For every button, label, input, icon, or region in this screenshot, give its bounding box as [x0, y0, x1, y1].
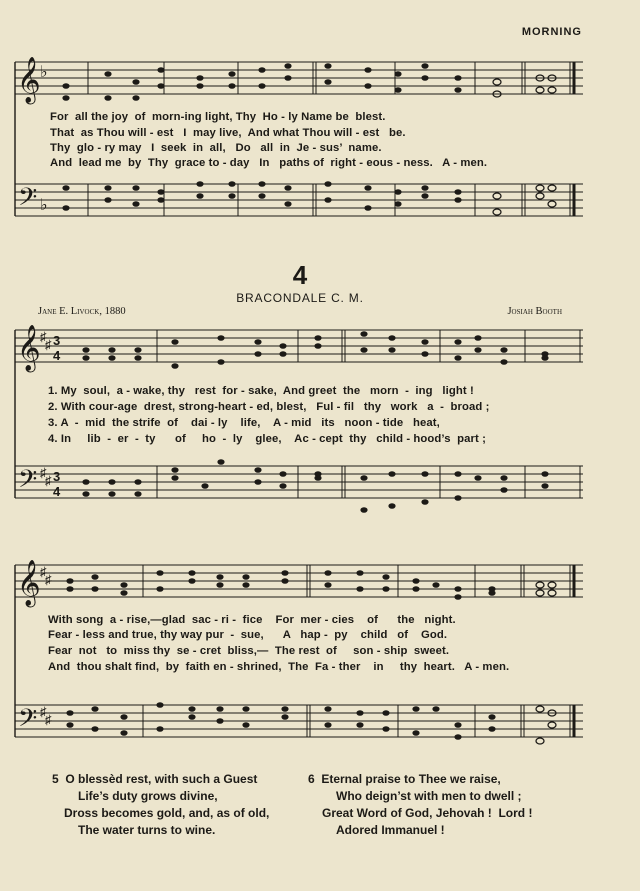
author-credit: Jane E. Livock, 1880: [38, 306, 126, 317]
lyric-line: That as Thou will - est I may live, And what Thou will - est be.: [50, 127, 406, 139]
bass-staff-top: [15, 184, 583, 216]
verse-5-line: 5 O blessèd rest, with such a Guest: [52, 772, 258, 786]
verse-6-line: Who deign’st with men to dwell ;: [336, 789, 522, 803]
treble-staff-2: [15, 565, 583, 597]
sharp-icon: ♯: [40, 564, 47, 579]
sharp-icon: ♯: [40, 329, 47, 344]
verse-line: Fear not to miss thy se - cret bliss,— The rest of son - ship sweet.: [48, 645, 450, 657]
sharp-icon: ♯: [45, 337, 52, 352]
lyric-line: Thy glo - ry may I seek in all, Do all in Je - sus’ name.: [50, 142, 382, 154]
treble-clef-icon: 𝄞: [17, 57, 41, 103]
svg-text:3: 3: [53, 469, 61, 484]
bass-clef-icon: 𝄢: [18, 183, 38, 218]
verse-5-line: The water turns to wine.: [78, 823, 216, 837]
lyric-line: And lead me by Thy grace to - day In paths of right - eous - ness. A - men.: [50, 157, 488, 169]
verse-line: 4. In lib - er - ty of ho - ly glee, Ac - cept thy child - hood’s part ;: [48, 433, 486, 445]
sharp-icon: ♯: [45, 473, 52, 488]
verse-6-line: 6 Eternal praise to Thee we raise,: [308, 772, 501, 786]
sharp-icon: ♯: [45, 712, 52, 727]
verse-6-line: Great Word of God, Jehovah ! Lord !: [322, 806, 533, 820]
bass-notes-1: [82, 459, 548, 513]
tune-name: BRACONDALE C. M.: [236, 291, 364, 305]
composer-credit: Josiah Booth: [507, 306, 562, 317]
lyric-line: For all the joy of morn-ing light, Thy Ho - ly Name be blest.: [50, 111, 386, 123]
section-header: MORNING: [521, 26, 582, 38]
time-signature: [53, 333, 61, 499]
verse-line: 1. My soul, a - wake, thy rest for - sake, And greet the morn - ing light !: [48, 385, 474, 397]
treble-clef-icon: 𝄞: [17, 560, 41, 606]
verse-line: 2. With cour-age drest, strong-heart - ed, blest, Ful - fil thy work a - broad ;: [48, 401, 490, 413]
svg-text:4: 4: [53, 348, 61, 363]
treble-staff-1: [15, 330, 583, 362]
flat-icon: ♭: [40, 197, 48, 214]
sharp-icon: ♯: [45, 572, 52, 587]
treble-notes-top: [62, 63, 461, 101]
verse-line: And thou shalt find, by faith en - shrined, The Fa - ther in thy heart. A - men.: [48, 661, 510, 673]
treble-clef-icon: 𝄞: [17, 325, 41, 371]
treble-notes-2: [66, 570, 495, 600]
bass-staff-2: [15, 705, 583, 737]
verse-6-line: Adored Immanuel !: [336, 823, 445, 837]
bass-notes-top: [62, 181, 461, 211]
sharp-icon: ♯: [40, 465, 47, 480]
treble-staff-top: [15, 62, 583, 94]
verse-5-line: Life’s duty grows divine,: [78, 789, 218, 803]
verse-line: 3. A - mid the strife of dai - ly life, A - mid its noon - tide heat,: [48, 417, 440, 429]
bass-clef-icon: 𝄢: [18, 465, 38, 500]
svg-text:3: 3: [53, 333, 61, 348]
bass-clef-icon: 𝄢: [18, 704, 38, 739]
sharp-icon: ♯: [40, 704, 47, 719]
flat-icon: ♭: [40, 64, 48, 81]
verse-line: With song a - rise,—glad sac - ri - fice For mer - cies of the night.: [48, 614, 456, 626]
svg-text:4: 4: [53, 484, 61, 499]
hymn-number: 4: [292, 260, 308, 290]
bass-staff-1: [15, 466, 583, 498]
treble-notes-1: [82, 331, 548, 369]
verse-line: Fear - less and true, thy way pur - sue, A hap - py child of God.: [48, 629, 448, 641]
verse-5-line: Dross becomes gold, and, as of old,: [64, 806, 270, 820]
